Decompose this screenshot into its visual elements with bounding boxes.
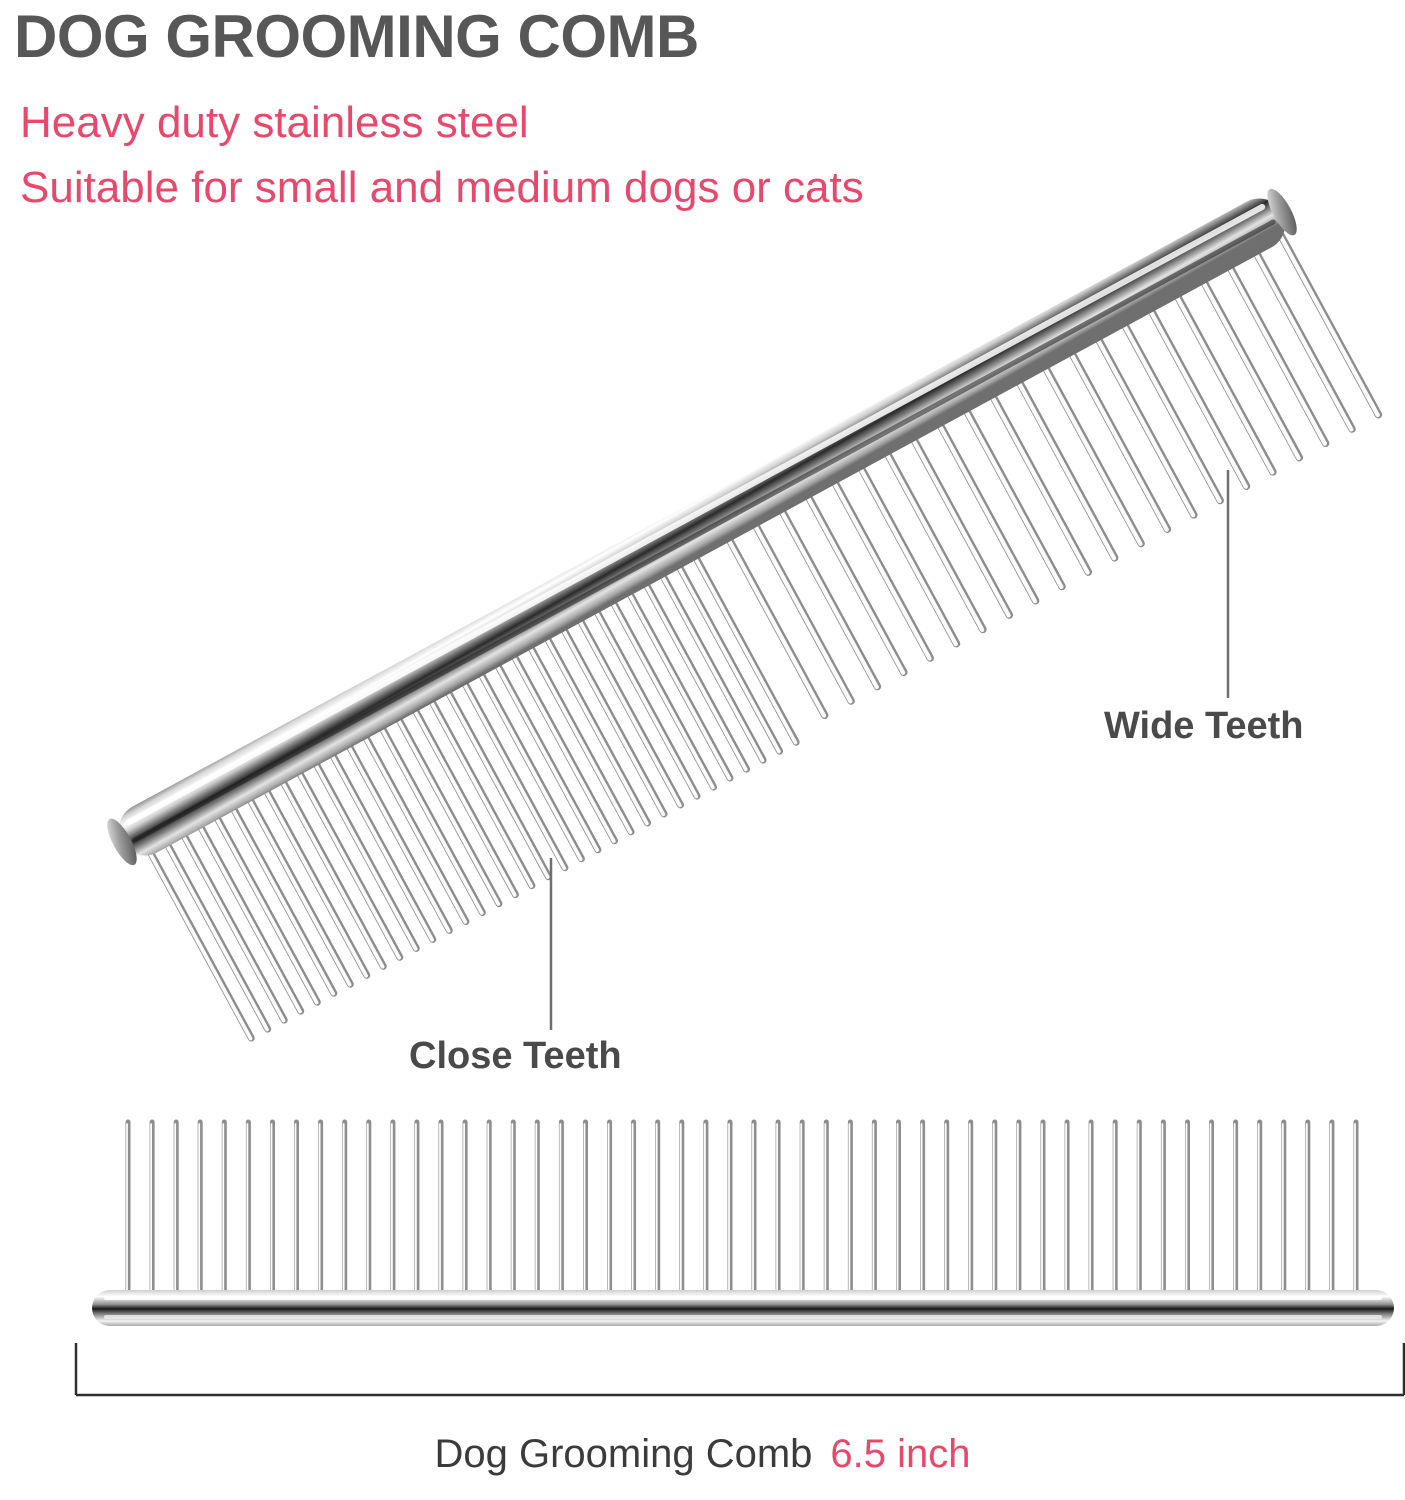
- caption-size: 6.5 inch: [830, 1432, 971, 1476]
- side-view-spine: [92, 1290, 1394, 1326]
- product-photo-main: [0, 170, 1405, 1100]
- caption: [0, 1432, 1405, 1477]
- callout-label-close-teeth: Close Teeth: [409, 1035, 622, 1077]
- subtitle-material: Heavy duty stainless steel: [20, 98, 529, 147]
- angled-comb-illustration: [0, 170, 1405, 1100]
- side-profile-comb-illustration: [0, 1100, 1405, 1430]
- product-photo-side-view: [0, 1100, 1405, 1400]
- dimension-bracket: [76, 1343, 1404, 1395]
- subtitle-suitability: Suitable for small and medium dogs or cats: [20, 163, 864, 212]
- comb-teeth-group: [147, 232, 1379, 1039]
- caption-product-name: Dog Grooming Comb: [434, 1432, 813, 1476]
- side-view-teeth-group: [127, 1122, 1356, 1305]
- page-title: DOG GROOMING COMB: [14, 3, 699, 70]
- callout-label-wide-teeth: Wide Teeth: [1104, 705, 1304, 747]
